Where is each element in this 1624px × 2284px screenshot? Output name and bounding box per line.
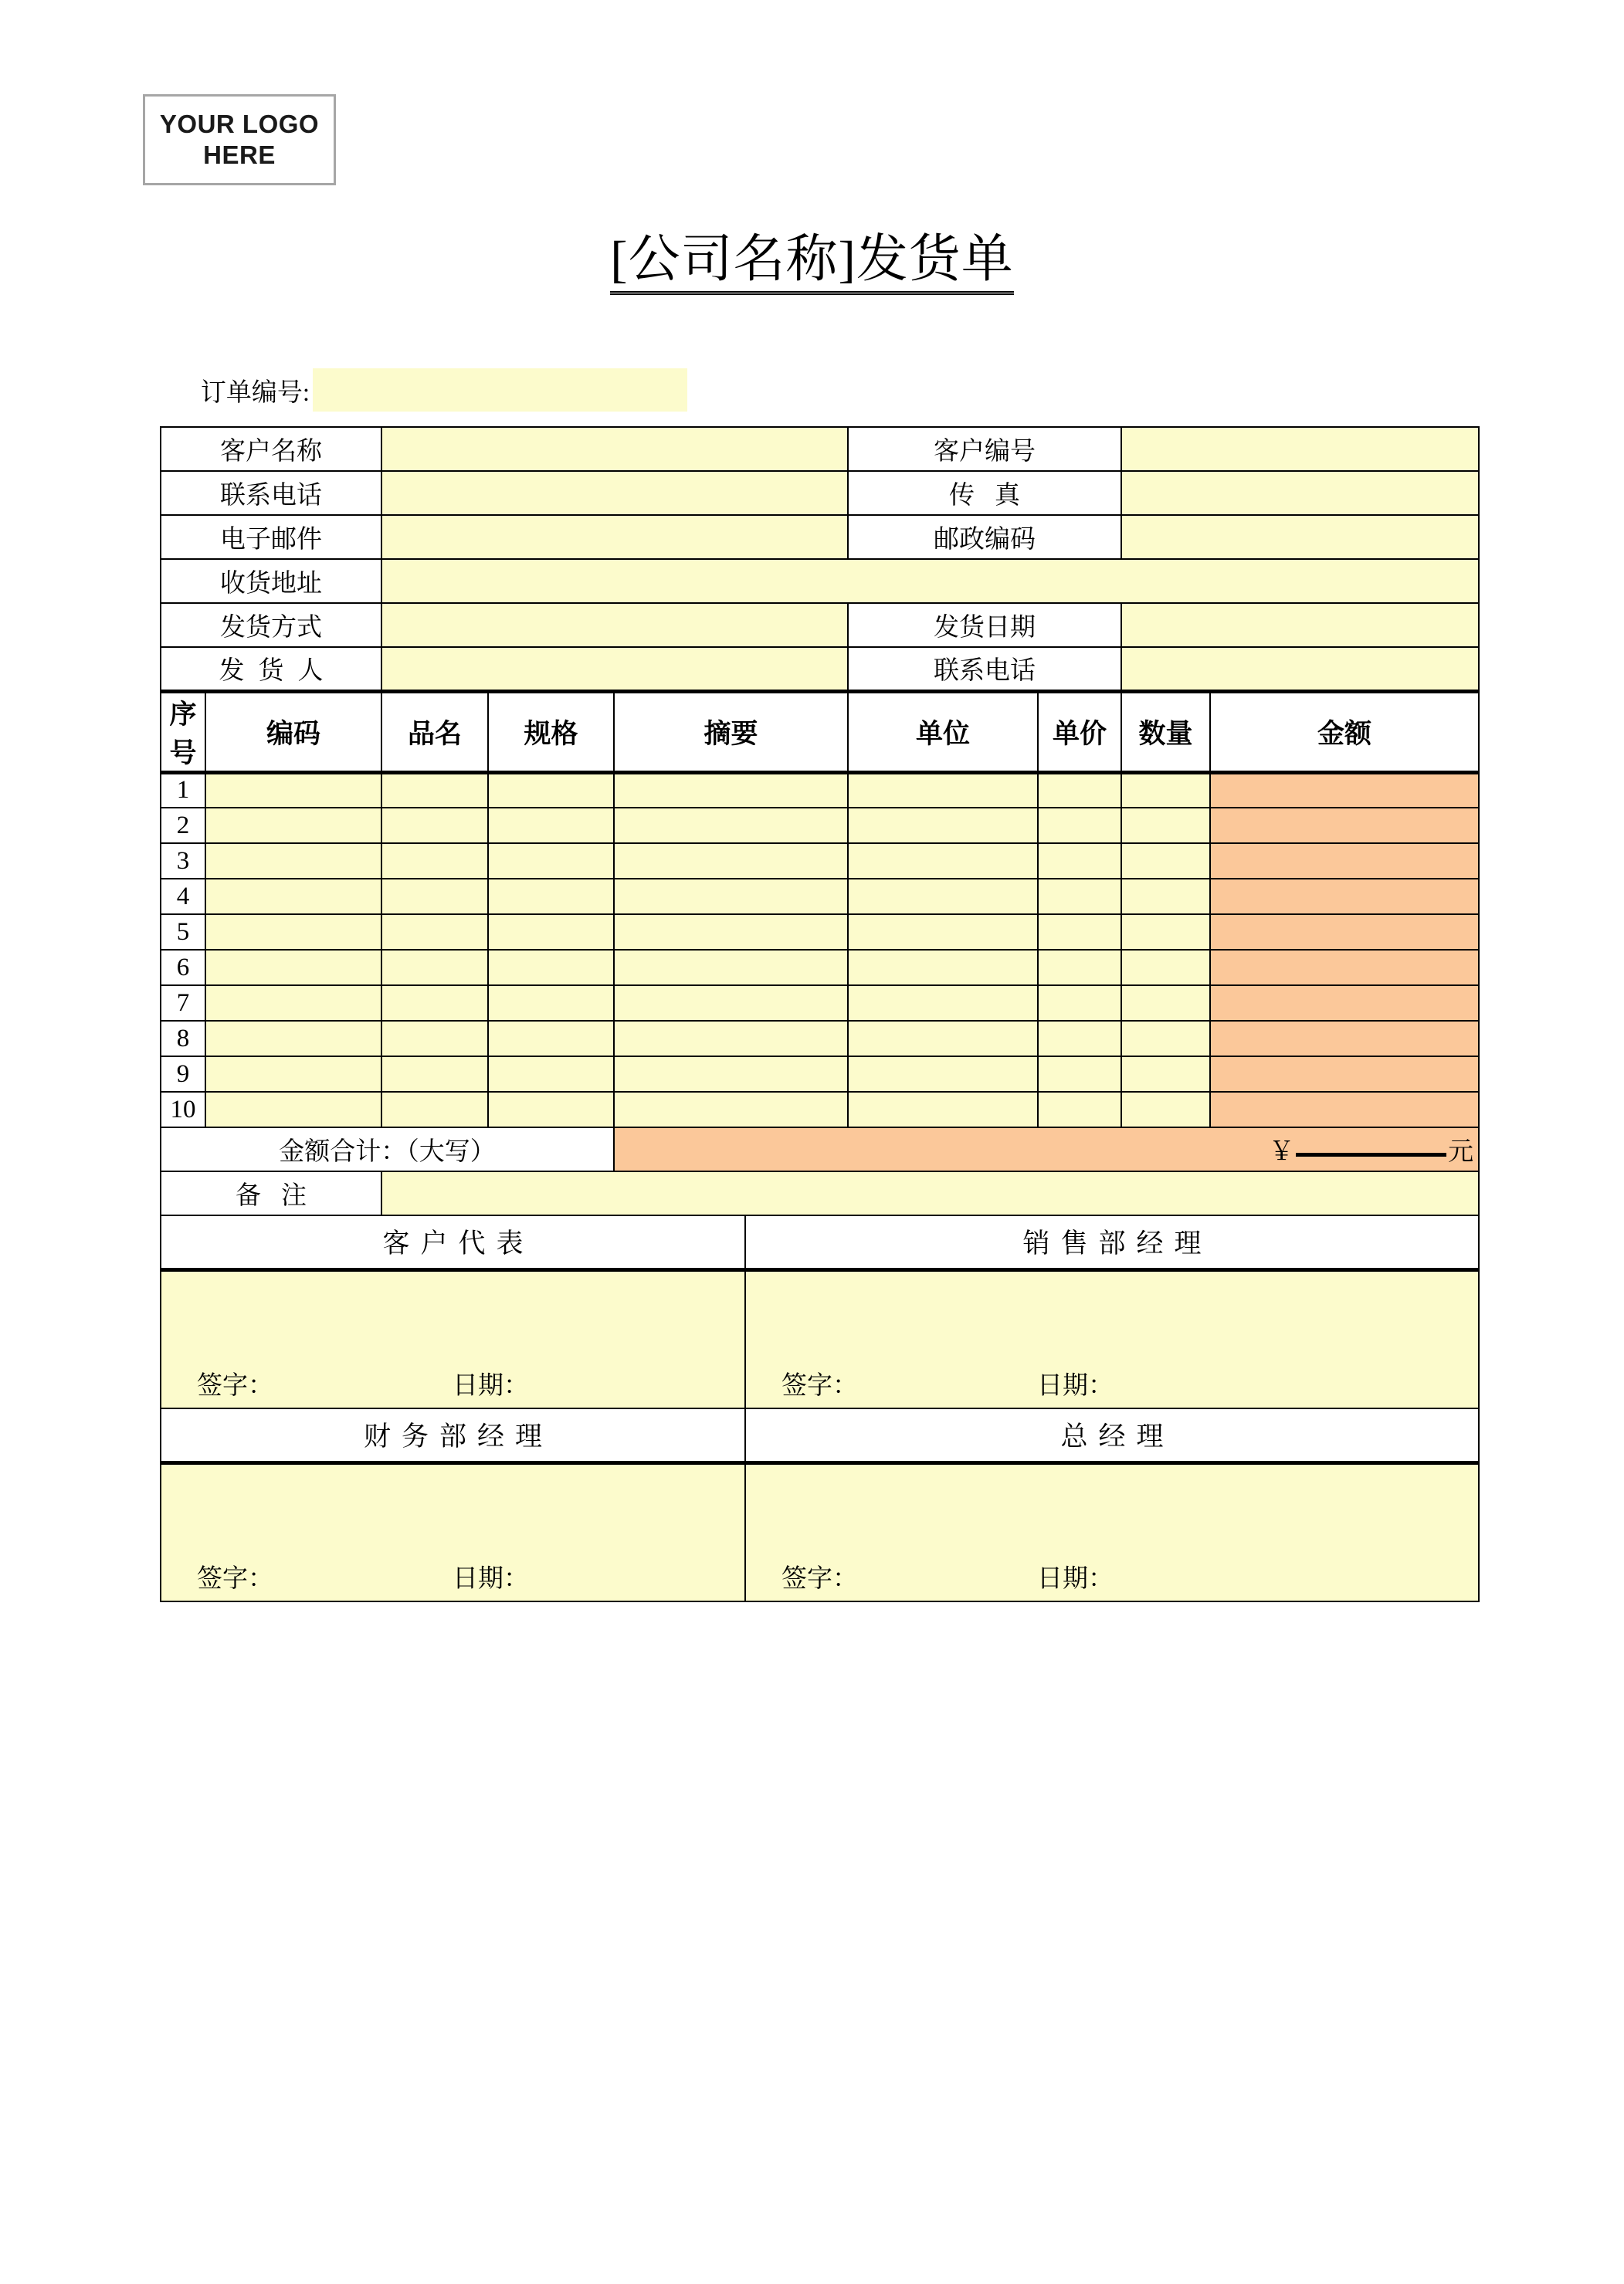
col-header-code: 编码: [205, 691, 381, 772]
input-ship-method[interactable]: [381, 603, 848, 647]
title-container: [0, 232, 1624, 295]
logo-line-1: YOUR LOGO: [159, 109, 320, 138]
cell-product[interactable]: [381, 950, 488, 985]
items-header-row: [161, 691, 1479, 772]
date-label: 日期：: [453, 1372, 529, 1400]
input-postcode[interactable]: [1121, 515, 1479, 559]
cell-unit[interactable]: [848, 879, 1038, 914]
cell-no: 3: [161, 843, 205, 879]
remark-input[interactable]: [381, 1171, 1479, 1215]
signature-header-row-2: [161, 1408, 1479, 1462]
logo-placeholder: [143, 94, 336, 185]
total-label: 金额合计：（大写）: [161, 1127, 614, 1171]
cell-amount[interactable]: [1210, 914, 1479, 950]
label-ship-date: 发货日期: [848, 603, 1121, 647]
cell-qty[interactable]: [1121, 879, 1210, 914]
col-header-qty: 数量: [1121, 691, 1210, 772]
input-fax[interactable]: [1121, 471, 1479, 515]
label-shipper: 发货人: [161, 647, 381, 691]
logo-line-2: HERE: [203, 141, 276, 169]
cell-product[interactable]: [381, 1021, 488, 1056]
table-row: [161, 985, 1479, 1021]
cell-spec[interactable]: [488, 1021, 614, 1056]
cell-code[interactable]: [205, 1092, 381, 1127]
cell-code[interactable]: [205, 772, 381, 808]
signature-block-sales-manager[interactable]: [745, 1269, 1479, 1408]
cell-price[interactable]: [1038, 879, 1121, 914]
cell-code[interactable]: [205, 843, 381, 879]
cell-product[interactable]: [381, 1056, 488, 1092]
col-header-no: 序号: [161, 691, 205, 772]
cell-unit[interactable]: [848, 1056, 1038, 1092]
table-row: [161, 808, 1479, 843]
cell-price[interactable]: [1038, 1021, 1121, 1056]
cell-price[interactable]: [1038, 808, 1121, 843]
input-email[interactable]: [381, 515, 848, 559]
cell-spec[interactable]: [488, 879, 614, 914]
cell-spec[interactable]: [488, 985, 614, 1021]
table-row: [161, 914, 1479, 950]
cell-desc[interactable]: [614, 950, 848, 985]
cell-spec[interactable]: [488, 1092, 614, 1127]
info-row-email: [161, 515, 1479, 559]
cell-spec[interactable]: [488, 772, 614, 808]
table-row: [161, 1021, 1479, 1056]
cell-desc[interactable]: [614, 1056, 848, 1092]
cell-product[interactable]: [381, 914, 488, 950]
col-header-spec: 规格: [488, 691, 614, 772]
cell-price[interactable]: [1038, 950, 1121, 985]
cell-code[interactable]: [205, 1021, 381, 1056]
info-row-shipper: [161, 647, 1479, 691]
order-number-input[interactable]: [313, 368, 687, 412]
col-header-unit: 单位: [848, 691, 1038, 772]
cell-product[interactable]: [381, 772, 488, 808]
remark-row: [161, 1171, 1479, 1215]
cell-desc[interactable]: [614, 772, 848, 808]
cell-qty[interactable]: [1121, 950, 1210, 985]
cell-price[interactable]: [1038, 1092, 1121, 1127]
cell-no: 10: [161, 1092, 205, 1127]
cell-desc[interactable]: [614, 914, 848, 950]
cell-unit[interactable]: [848, 843, 1038, 879]
date-label: 日期：: [1037, 1372, 1114, 1400]
signature-title-finance-manager: 财务部经理: [161, 1408, 745, 1462]
cell-unit[interactable]: [848, 1021, 1038, 1056]
sign-label: 签字：: [781, 1372, 859, 1400]
signature-body-row-2: [161, 1462, 1479, 1601]
info-row-address: [161, 559, 1479, 603]
table-row: [161, 879, 1479, 914]
cell-unit[interactable]: [848, 772, 1038, 808]
cell-no: 1: [161, 772, 205, 808]
date-label: 日期：: [453, 1565, 529, 1593]
label-shipper-phone: 联系电话: [848, 647, 1121, 691]
cell-amount[interactable]: [1210, 1056, 1479, 1092]
cell-unit[interactable]: [848, 1092, 1038, 1127]
label-address: 收货地址: [161, 559, 381, 603]
input-shipper-phone[interactable]: [1121, 647, 1479, 691]
input-phone[interactable]: [381, 471, 848, 515]
order-number-label: 订单编号:: [200, 378, 310, 407]
cell-unit[interactable]: [848, 914, 1038, 950]
table-row: [161, 772, 1479, 808]
input-customer-no[interactable]: [1121, 427, 1479, 471]
cell-spec[interactable]: [488, 950, 614, 985]
cell-qty[interactable]: [1121, 1056, 1210, 1092]
cell-amount[interactable]: [1210, 879, 1479, 914]
cell-code[interactable]: [205, 808, 381, 843]
cell-code[interactable]: [205, 1056, 381, 1092]
cell-product[interactable]: [381, 985, 488, 1021]
info-row-customer: [161, 427, 1479, 471]
cell-qty[interactable]: [1121, 843, 1210, 879]
cell-desc[interactable]: [614, 843, 848, 879]
cell-product[interactable]: [381, 879, 488, 914]
cell-unit[interactable]: [848, 985, 1038, 1021]
cell-price[interactable]: [1038, 843, 1121, 879]
cell-code[interactable]: [205, 914, 381, 950]
cell-qty[interactable]: [1121, 1021, 1210, 1056]
signature-title-customer-rep: 客户代表: [161, 1215, 745, 1269]
cell-price[interactable]: [1038, 914, 1121, 950]
remark-label: 备注: [161, 1171, 381, 1215]
signature-block-general-manager[interactable]: [745, 1462, 1479, 1601]
info-row-phone: [161, 471, 1479, 515]
cell-price[interactable]: [1038, 772, 1121, 808]
sign-label: 签字：: [197, 1565, 273, 1593]
sign-label: 签字：: [781, 1565, 859, 1593]
cell-no: 5: [161, 914, 205, 950]
cell-amount[interactable]: [1210, 808, 1479, 843]
label-customer-no: 客户编号: [848, 427, 1121, 471]
cell-qty[interactable]: [1121, 914, 1210, 950]
label-postcode: 邮政编码: [848, 515, 1121, 559]
col-header-price: 单价: [1038, 691, 1121, 772]
table-row: [161, 843, 1479, 879]
cell-no: 4: [161, 879, 205, 914]
cell-amount[interactable]: [1210, 985, 1479, 1021]
cell-desc[interactable]: [614, 985, 848, 1021]
cell-unit[interactable]: [848, 950, 1038, 985]
cell-spec[interactable]: [488, 843, 614, 879]
cell-code[interactable]: [205, 879, 381, 914]
cell-spec[interactable]: [488, 808, 614, 843]
signature-body-row-1: [161, 1269, 1479, 1408]
cell-no: 6: [161, 950, 205, 985]
cell-no: 9: [161, 1056, 205, 1092]
cell-desc[interactable]: [614, 1092, 848, 1127]
cell-no: 8: [161, 1021, 205, 1056]
table-row: [161, 1092, 1479, 1127]
total-amount-input[interactable]: [1296, 1153, 1446, 1157]
cell-price[interactable]: [1038, 985, 1121, 1021]
input-address[interactable]: [381, 559, 1479, 603]
label-phone: 联系电话: [161, 471, 381, 515]
total-amount-cell[interactable]: [614, 1127, 1479, 1171]
currency-unit: 元: [1448, 1138, 1474, 1166]
cell-amount[interactable]: [1210, 843, 1479, 879]
page-title: [公司名称]发货单: [610, 232, 1014, 295]
cell-amount[interactable]: [1210, 772, 1479, 808]
cell-qty[interactable]: [1121, 985, 1210, 1021]
col-header-amount: 金额: [1210, 691, 1479, 772]
total-row: [161, 1127, 1479, 1171]
cell-unit[interactable]: [848, 808, 1038, 843]
cell-product[interactable]: [381, 808, 488, 843]
cell-product[interactable]: [381, 843, 488, 879]
date-label: 日期：: [1037, 1565, 1114, 1593]
input-shipper[interactable]: [381, 647, 848, 691]
cell-amount[interactable]: [1210, 1092, 1479, 1127]
cell-amount[interactable]: [1210, 950, 1479, 985]
cell-desc[interactable]: [614, 808, 848, 843]
table-row: [161, 1056, 1479, 1092]
input-ship-date[interactable]: [1121, 603, 1479, 647]
cell-desc[interactable]: [614, 879, 848, 914]
signature-title-general-manager: 总经理: [745, 1408, 1479, 1462]
cell-qty[interactable]: [1121, 808, 1210, 843]
label-email: 电子邮件: [161, 515, 381, 559]
label-fax: 传真: [848, 471, 1121, 515]
cell-code[interactable]: [205, 985, 381, 1021]
cell-price[interactable]: [1038, 1056, 1121, 1092]
cell-qty[interactable]: [1121, 772, 1210, 808]
cell-desc[interactable]: [614, 1021, 848, 1056]
cell-product[interactable]: [381, 1092, 488, 1127]
label-customer-name: 客户名称: [161, 427, 381, 471]
signature-title-sales-manager: 销售部经理: [745, 1215, 1479, 1269]
signature-header-row-1: [161, 1215, 1479, 1269]
cell-spec[interactable]: [488, 1056, 614, 1092]
col-header-desc: 摘要: [614, 691, 848, 772]
table-row: [161, 950, 1479, 985]
signature-block-finance-manager[interactable]: [161, 1462, 745, 1601]
order-number-row: [160, 366, 1478, 414]
col-header-product: 品名: [381, 691, 488, 772]
input-customer-name[interactable]: [381, 427, 848, 471]
label-ship-method: 发货方式: [161, 603, 381, 647]
cell-amount[interactable]: [1210, 1021, 1479, 1056]
cell-qty[interactable]: [1121, 1092, 1210, 1127]
cell-spec[interactable]: [488, 914, 614, 950]
currency-symbol: ￥: [1269, 1138, 1295, 1166]
cell-no: 7: [161, 985, 205, 1021]
delivery-form-table: [160, 426, 1480, 1602]
sign-label: 签字：: [197, 1372, 273, 1400]
cell-no: 2: [161, 808, 205, 843]
info-row-ship-method: [161, 603, 1479, 647]
signature-block-customer-rep[interactable]: [161, 1269, 745, 1408]
cell-code[interactable]: [205, 950, 381, 985]
